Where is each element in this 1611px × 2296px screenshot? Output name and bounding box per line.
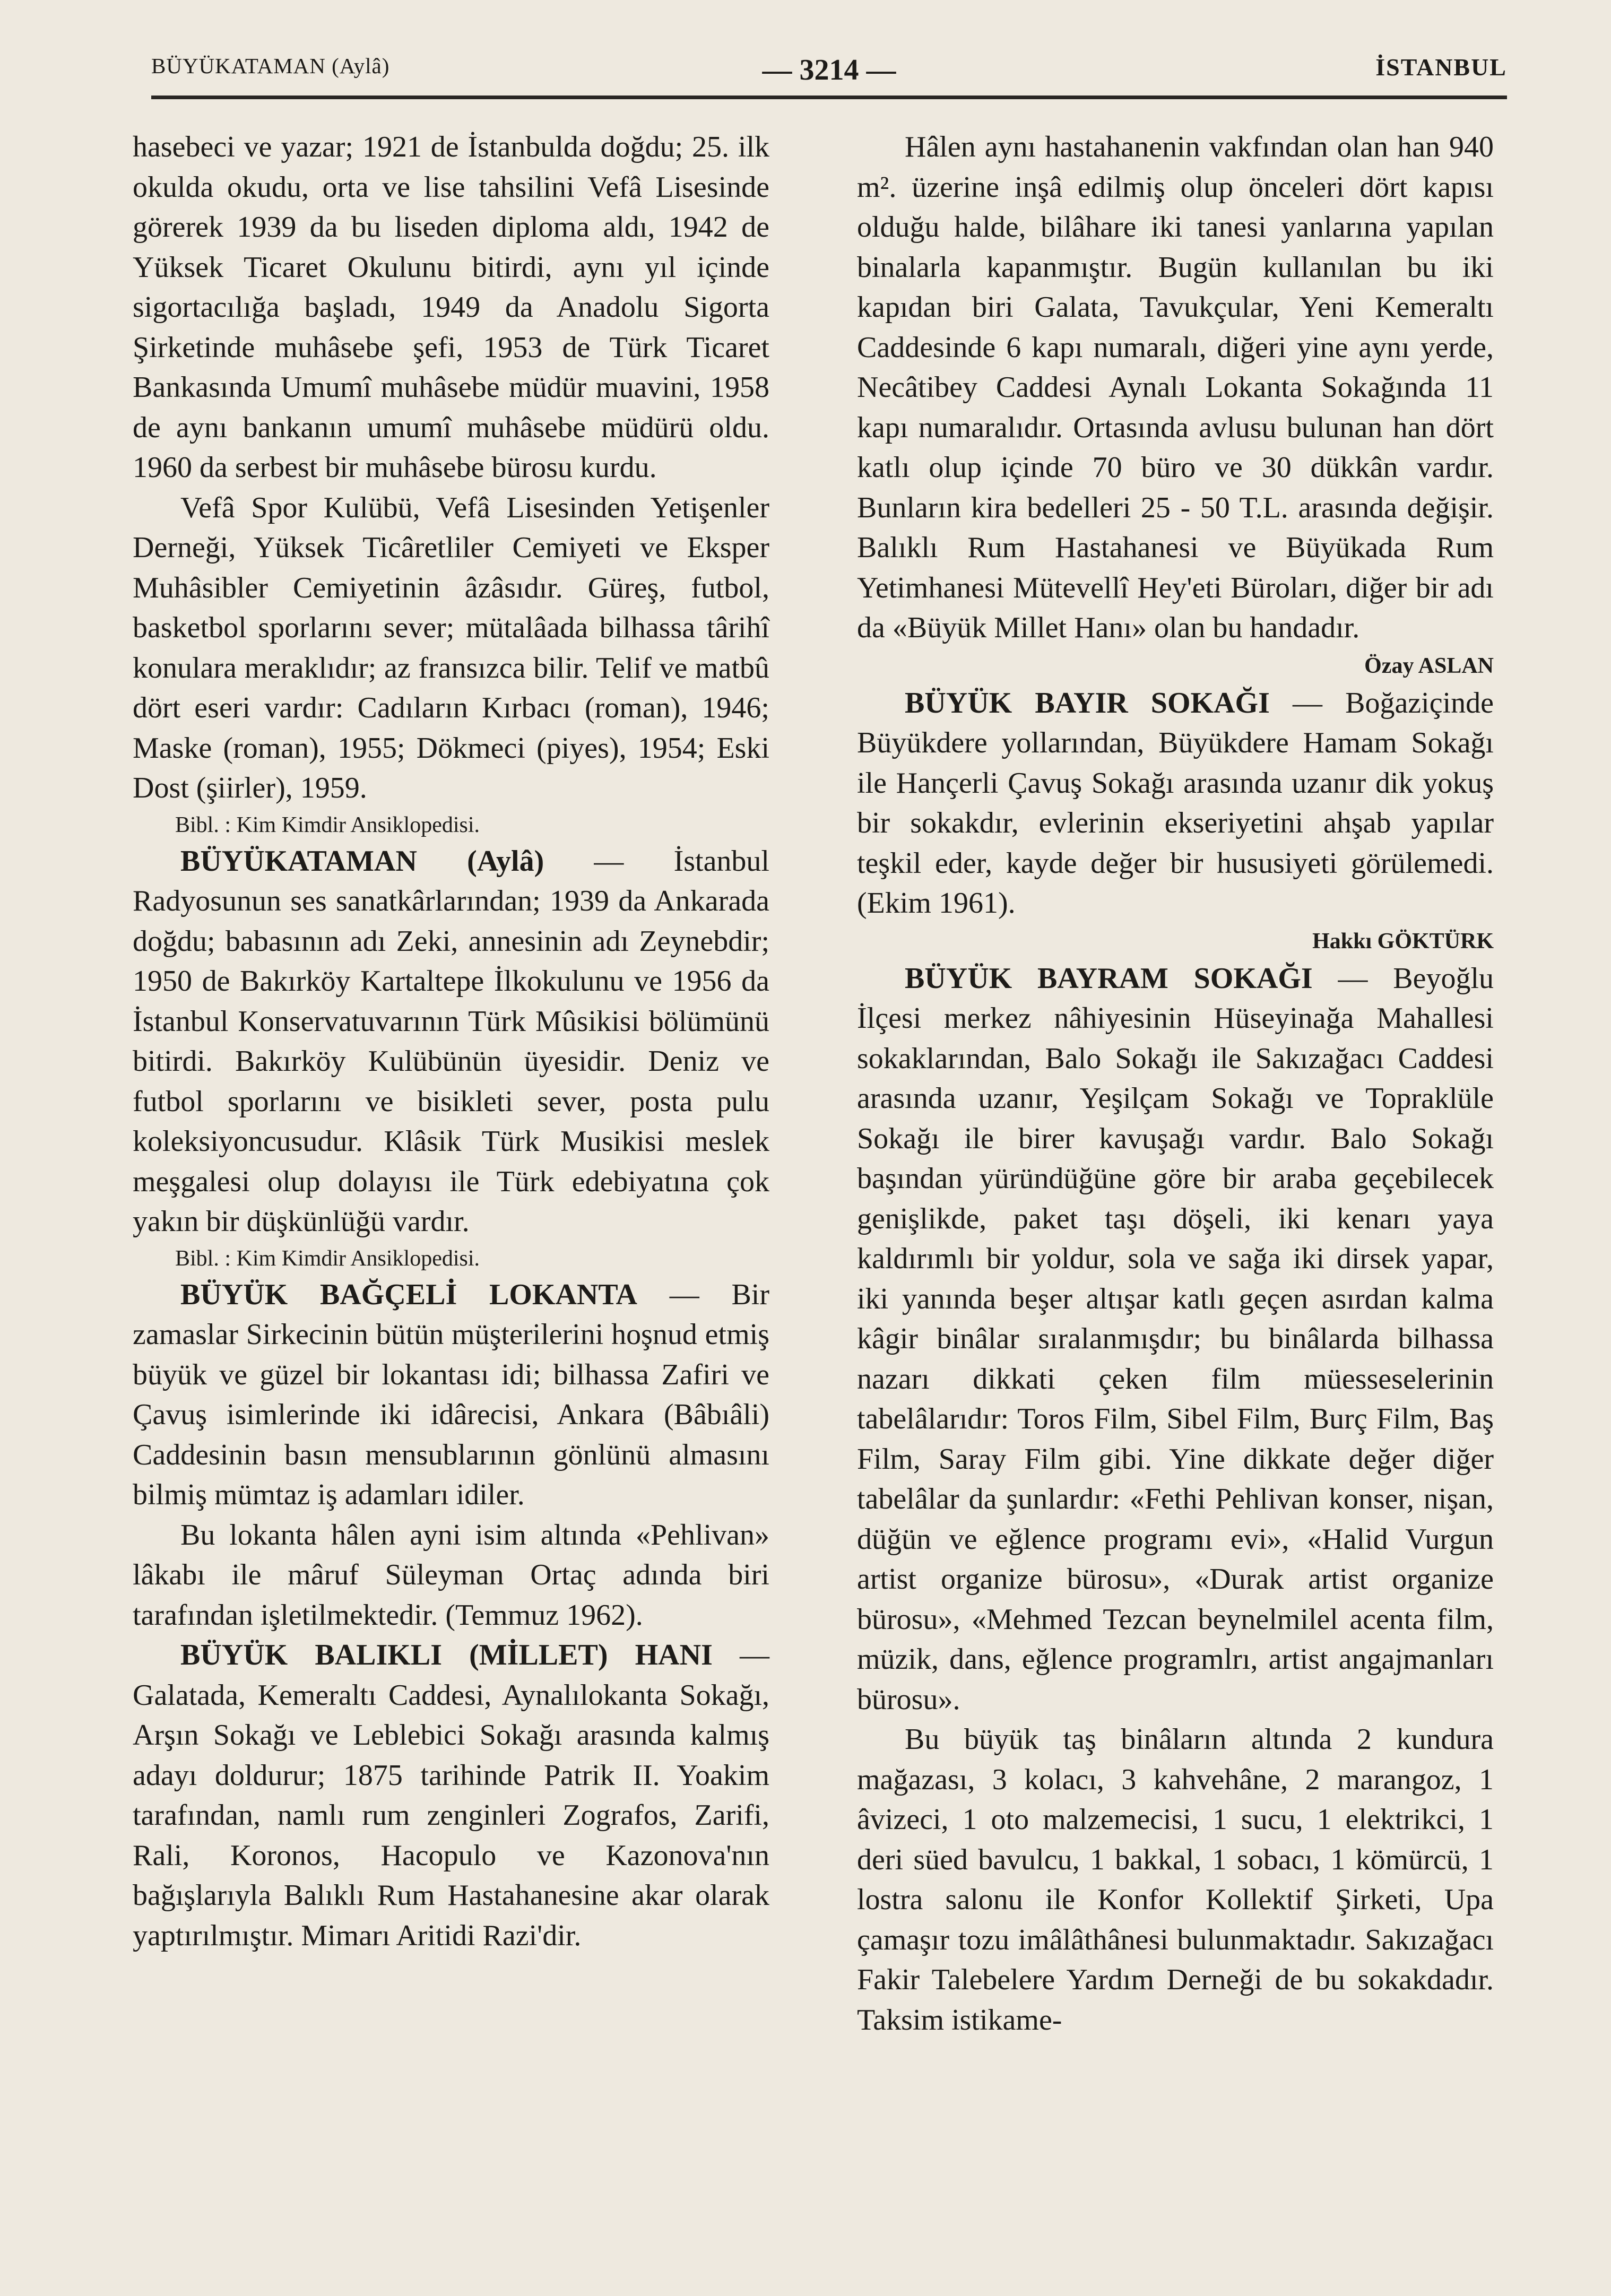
running-head-right: İSTANBUL	[1375, 54, 1507, 81]
bibliography-note: Bibl. : Kim Kimdir Ansiklopedisi.	[175, 1246, 480, 1271]
entry-paragraph	[857, 959, 1494, 1720]
header-rule	[151, 96, 1507, 99]
page-number: — 3214 —	[762, 54, 896, 86]
entry-paragraph	[133, 1635, 769, 1956]
entry-text: — Bir zamaslar Sirkecinin bütün müşterilerini hoşnud etmiş büyük ve güzel bir lokantası idi; bilhassa Zafiri ve Çavuş isimlerinde iki idârecisi, Ankara (Bâbıâli) Caddesinin basın mensublarının gönlünü almasını bilmiş mümtaz iş adamları idiler.	[133, 1278, 770, 1511]
left-column	[133, 127, 769, 1956]
entry-text: — Beyoğlu İlçesi merkez nâhiyesinin Hüseyinağa Mahallesi sokaklarından, Balo Sokağı ile Sakızağacı Caddesi arasında uzanır, Yeşilçam Sokağı ve Topraklüle Sokağı ile birer kavuşağı vardır. Balo Sokağı başından yüründüğüne göre bir araba geçebilecek genişlikde, paket taşı döşeli, iki kenarı yaya kaldırımlı bir yoldur, sola ve sağa iki dirsek yapar, iki yanında beşer altışar katlı geçen asırdan kalma kâgir binâlar sıralanmışdır; bu binâlarda bilhassa nazarı dikkati çeken film müesseselerinin tabelâlarıdır: Toros Film, Sibel Film, Burç Film, Baş Film, Saray Film gibi. Yine dikkate değer diğer tabelâlar da şunlardır: «Fethi Pehlivan konser, nişan, düğün ve eğlence programı evi», «Halid Vurgun artist organize bürosu», «Durak artist organize bürosu», «Mehmed Tezcan beynelmilel acenta film, müzik, dans, eğlence programlrı, artist angajmanları bürosu».	[857, 961, 1494, 1716]
entry-text: — Galatada, Kemeraltı Caddesi, Aynalılokanta Sokağı, Arşın Sokağı ve Leblebici Sokağı arasında kalmış adayı doldurur; 1875 tarihinde Patrik II. Yoakim tarafından, namlı rum zenginleri Zografos, Zarifi, Rali, Koronos, Hacopulo ve Kazonova'nın bağışlarıyla Balıklı Rum Hastahanesine akar olarak yaptırılmıştır. Mimarı Aritidi Razi'dir.	[133, 1639, 769, 1952]
running-head-left: BÜYÜKATAMAN (Aylâ)	[151, 54, 390, 78]
right-column	[857, 127, 1494, 2040]
entry-paragraph	[857, 683, 1494, 924]
body-paragraph: Hâlen aynı hastahanenin vakfından olan han 940 m². üzerine inşâ edilmiş olup önceleri dört kapısı olduğu halde, bilâhare iki tanesi yanlarına yapılan binalarla kapanmıştır. Bugün kullanılan bu iki kapıdan biri Galata, Tavukçular, Yeni Kemeraltı Caddesinde 6 kapı numaralı, diğeri yine aynı yerde, Necâtibey Caddesi Aynalı Lokanta Sokağında 11 kapı numaralıdır. Ortasında avlusu bulunan han dört katlı olup içinde 70 büro ve 30 dükkân vardır. Bunların kira bedelleri 25 - 50 T.L. arasında değişir. Balıklı Rum Hastahanesi ve Büyükada Rum Yetimhanesi Mütevellî Hey'eti Büroları, diğer bir adı da «Büyük Millet Hanı» olan bu handadır.	[857, 131, 1494, 644]
body-paragraph: Bu büyük taş binâların altında 2 kundura mağazası, 3 kolacı, 3 kahvehâne, 2 marangoz, 1 âvizeci, 1 oto malzemecisi, 1 sucu, 1 elektrikci, 1 deri süed bavulcu, 1 bakkal, 1 sobacı, 1 kömürcü, 1 lostra salonu ile Konfor Kollektif Şirketi, Upa çamaşır tozu imâlâthânesi bulunmaktadır. Sakızağacı Fakir Talebelere Yardım Derneği de bu sokakdadır. Taksim istikame-	[857, 1723, 1494, 2037]
entry-heading: BÜYÜK BAYRAM SOKAĞI	[905, 961, 1313, 995]
body-paragraph: hasebeci ve yazar; 1921 de İstanbulda doğdu; 25. ilk okulda okudu, orta ve lise tahsilini Vefâ Lisesinde görerek 1939 da bu liseden diploma aldı, 1942 de Yüksek Ticaret Okulunu bitirdi, aynı yıl içinde sigortacılığa başladı, 1949 da Anadolu Sigorta Şirketinde muhâsebe şefi, 1953 de Türk Ticaret Bankasında Umumî muhâsebe müdür muavini, 1958 de aynı bankanın umumî muhâsebe müdürü oldu. 1960 da serbest bir muhâsebe bürosu kurdu.	[133, 131, 769, 484]
entry-heading: BÜYÜK BALIKLI (MİLLET) HANI	[180, 1639, 713, 1671]
entry-heading: BÜYÜK BAYIR SOKAĞI	[905, 686, 1270, 720]
entry-text: — Boğaziçinde Büyükdere yollarından, Büyükdere Hamam Sokağı ile Hançerli Çavuş Sokağı arasında uzanır dik yokuş bir sokakdır, evlerinin ekseriyetini ahşab yapılar teşkil eder, kayde değer bir hususiyeti görülemedi. (Ekim 1961).	[857, 686, 1494, 920]
author-signature: Hakkı GÖKTÜRK	[1312, 929, 1494, 954]
entry-paragraph	[133, 1275, 769, 1515]
author-signature: Özay ASLAN	[1364, 653, 1494, 678]
entry-heading: BÜYÜK BAĞÇELİ LOKANTA	[180, 1278, 637, 1311]
bibliography-note: Bibl. : Kim Kimdir Ansiklopedisi.	[175, 812, 480, 837]
entry-paragraph	[133, 842, 769, 1242]
body-paragraph: Vefâ Spor Kulübü, Vefâ Lisesinden Yetişenler Derneği, Yüksek Ticâretliler Cemiyeti ve Eksper Muhâsibler Cemiyetinin âzâsıdır. Güreş, futbol, basketbol sporlarını sever; mütalâada bilhassa târihî konulara meraklıdır; az fransızca bilir. Telif ve matbû dört eseri vardır: Cadıların Kırbacı (roman), 1946; Maske (roman), 1955; Dökmeci (piyes), 1954; Eski Dost (şiirler), 1959.	[133, 491, 769, 804]
page-header	[151, 53, 1507, 96]
body-paragraph: Bu lokanta hâlen ayni isim altında «Pehlivan» lâkabı ile mâruf Süleyman Ortaç adında biri tarafından işletilmektedir. (Temmuz 1962).	[133, 1518, 769, 1632]
entry-heading: BÜYÜKATAMAN (Aylâ)	[180, 844, 544, 878]
entry-text: — İstanbul Radyosunun ses sanatkârlarından; 1939 da Ankarada doğdu; babasının adı Zeki, annesinin adı Zeynebdir; 1950 de Bakırköy Kartaltepe İlkokulunu ve 1956 da İstanbul Konservatuvarının Türk Mûsikisi bölümünü bitirdi. Bakırköy Kulübünün üyesidir. Deniz ve futbol sporlarını ve bisikleti sever, posta pulu koleksiyoncusudur. Klâsik Türk Musikisi meslek meşgalesi olup dolayısı ile Türk edebiyatına çok yakın bir düşkünlüğü vardır.	[133, 844, 769, 1238]
